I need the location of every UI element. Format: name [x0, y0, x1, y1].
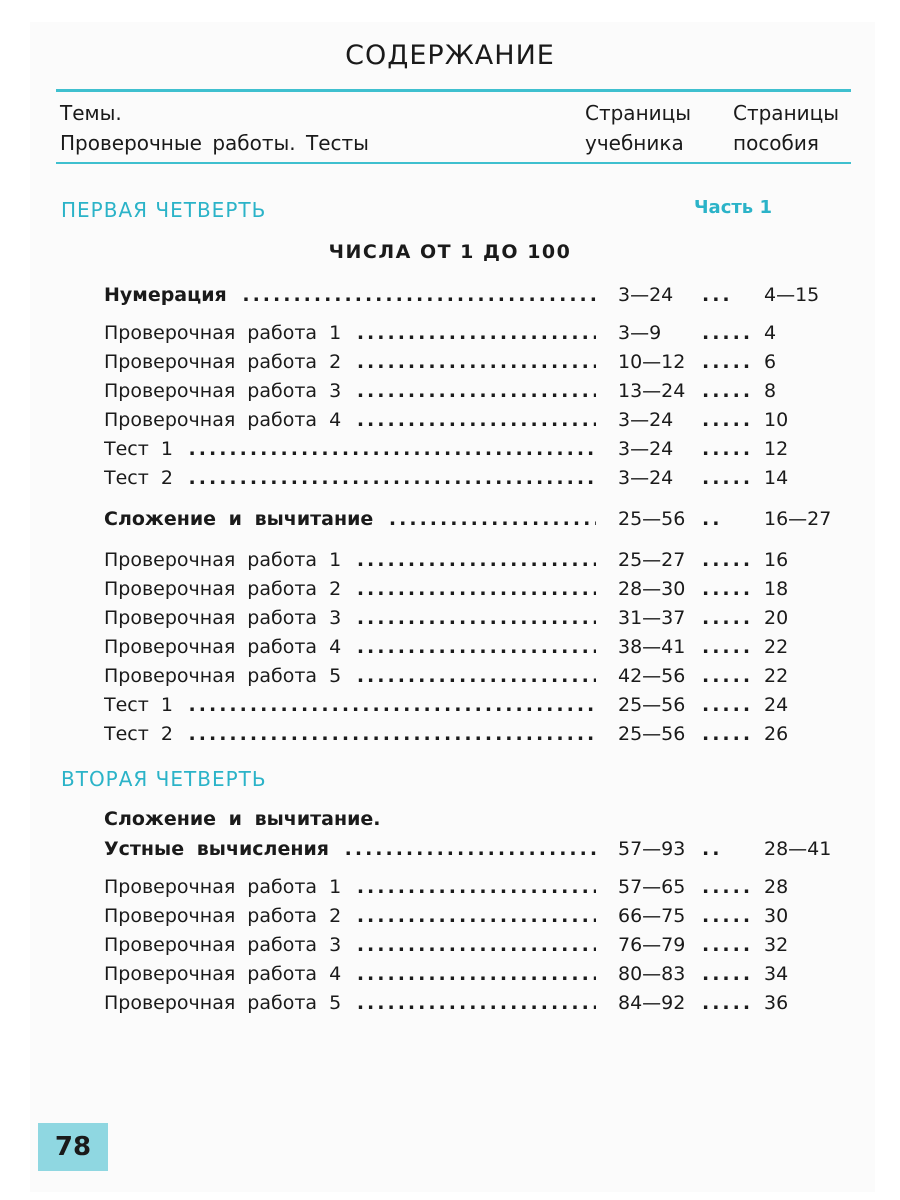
header-textbook-line1: Страницы — [585, 101, 692, 125]
leader-dots: ..... — [702, 438, 754, 460]
entry-label: Проверочная работа 1 ..... — [104, 549, 596, 571]
textbook-pages: 57—65 — [618, 876, 686, 898]
leader-dots: ..... — [702, 665, 754, 687]
leader-dots: .. — [702, 838, 723, 860]
textbook-pages: 25—27 — [618, 549, 686, 571]
textbook-pages: 38—41 — [618, 636, 686, 658]
workbook-pages: 36 — [764, 992, 789, 1014]
entry-label: Проверочная работа 5 ..... — [104, 665, 596, 687]
entry-label: Проверочная работа 3 ..... — [104, 380, 596, 402]
second-quarter-section-line1 — [104, 808, 834, 836]
workbook-pages: 6 — [764, 351, 777, 373]
textbook-pages: 80—83 — [618, 963, 686, 985]
leader-dots: ..... — [702, 578, 754, 600]
leader-dots: ..... — [702, 636, 754, 658]
section-line1-label: Сложение и вычитание. — [104, 808, 381, 830]
textbook-pages: 3—24 — [618, 284, 674, 306]
entry-label: Устные вычисления ..... — [104, 838, 596, 860]
leader-dots: ..... — [702, 409, 754, 431]
second-quarter-heading: ВТОРАЯ ЧЕТВЕРТЬ — [61, 767, 267, 791]
header-topics-line2: Проверочные работы. Тесты — [60, 131, 369, 155]
workbook-pages: 8 — [764, 380, 777, 402]
toc-row — [104, 694, 834, 722]
leader-dots: ..... — [702, 351, 754, 373]
leader-dots: .. — [702, 508, 723, 530]
workbook-pages: 24 — [764, 694, 789, 716]
workbook-pages: 18 — [764, 578, 789, 600]
textbook-pages: 76—79 — [618, 934, 686, 956]
leader-dots: ..... — [702, 963, 754, 985]
leader-dots: ..... — [702, 467, 754, 489]
page-number: 78 — [38, 1123, 108, 1171]
header-textbook-pages — [585, 98, 691, 158]
toc-row — [104, 438, 834, 466]
entry-label: Тест 2 ..... — [104, 723, 596, 745]
entry-label: Проверочная работа 2 ..... — [104, 578, 596, 600]
page-title: СОДЕРЖАНИЕ — [345, 40, 555, 71]
textbook-pages: 3—9 — [618, 322, 662, 344]
entry-label: Проверочная работа 3 ..... — [104, 934, 596, 956]
leader-dots: ..... — [702, 876, 754, 898]
textbook-pages: 3—24 — [618, 438, 674, 460]
leader-dots: ..... — [702, 723, 754, 745]
textbook-pages: 25—56 — [618, 694, 686, 716]
textbook-pages: 25—56 — [618, 508, 686, 530]
header-top-rule — [56, 89, 851, 92]
leader-dots: ..... — [702, 549, 754, 571]
workbook-pages: 30 — [764, 905, 789, 927]
toc-row — [104, 723, 834, 751]
textbook-pages: 66—75 — [618, 905, 686, 927]
toc-row — [104, 351, 834, 379]
textbook-pages: 10—12 — [618, 351, 686, 373]
toc-row — [104, 549, 834, 577]
workbook-pages: 14 — [764, 467, 789, 489]
section-title: ЧИСЛА ОТ 1 ДО 100 — [328, 241, 572, 263]
toc-row — [104, 934, 834, 962]
entry-label: Тест 2 ..... — [104, 467, 596, 489]
first-quarter-heading: ПЕРВАЯ ЧЕТВЕРТЬ — [61, 198, 267, 222]
entry-label: Проверочная работа 4 ..... — [104, 963, 596, 985]
leader-dots: ..... — [702, 607, 754, 629]
entry-label: Проверочная работа 4 ..... — [104, 409, 596, 431]
toc-row — [104, 578, 834, 606]
entry-label: Проверочная работа 1 ..... — [104, 322, 596, 344]
leader-dots: ..... — [702, 934, 754, 956]
header-topics-line1: Темы. — [60, 101, 122, 125]
textbook-pages: 3—24 — [618, 467, 674, 489]
leader-dots: ..... — [702, 992, 754, 1014]
leader-dots: ..... — [702, 380, 754, 402]
addsub-heading-row — [104, 508, 834, 536]
workbook-pages: 16 — [764, 549, 789, 571]
workbook-pages: 22 — [764, 665, 789, 687]
entry-label: Проверочная работа 4 ..... — [104, 636, 596, 658]
textbook-pages: 28—30 — [618, 578, 686, 600]
entry-label: Проверочная работа 2 ..... — [104, 905, 596, 927]
oral-calc-heading-row — [104, 838, 834, 866]
workbook-pages: 4 — [764, 322, 777, 344]
workbook-pages: 28 — [764, 876, 789, 898]
textbook-pages: 42—56 — [618, 665, 686, 687]
header-bottom-rule — [56, 162, 851, 164]
header-workbook-line2: пособия — [733, 131, 819, 155]
header-workbook-pages — [733, 98, 839, 158]
textbook-pages: 57—93 — [618, 838, 686, 860]
entry-label: Проверочная работа 2 ..... — [104, 351, 596, 373]
leader-dots: ... — [702, 284, 733, 306]
part-label: Часть 1 — [694, 197, 772, 218]
entry-label: Тест 1 ..... — [104, 694, 596, 716]
leader-dots: ..... — [702, 694, 754, 716]
toc-row — [104, 467, 834, 495]
workbook-pages: 12 — [764, 438, 789, 460]
toc-row — [104, 963, 834, 991]
workbook-pages: 10 — [764, 409, 789, 431]
toc-row — [104, 905, 834, 933]
entry-label: Проверочная работа 5 ..... — [104, 992, 596, 1014]
toc-row — [104, 607, 834, 635]
workbook-pages: 28—41 — [764, 838, 832, 860]
header-workbook-line1: Страницы — [733, 101, 840, 125]
leader-dots: ..... — [702, 322, 754, 344]
numbering-heading-row — [104, 284, 834, 312]
toc-row — [104, 876, 834, 904]
entry-label: Проверочная работа 3 ..... — [104, 607, 596, 629]
workbook-pages: 34 — [764, 963, 789, 985]
entry-label: Сложение и вычитание ..... — [104, 508, 596, 530]
leader-dots: ..... — [702, 905, 754, 927]
entry-label: Тест 1 ..... — [104, 438, 596, 460]
entry-label: Нумерация ..... — [104, 284, 596, 306]
workbook-pages: 4—15 — [764, 284, 820, 306]
workbook-pages: 26 — [764, 723, 789, 745]
toc-row — [104, 380, 834, 408]
toc-row — [104, 992, 834, 1020]
toc-row — [104, 322, 834, 350]
textbook-pages: 13—24 — [618, 380, 686, 402]
toc-row — [104, 665, 834, 693]
header-topics — [60, 98, 369, 158]
textbook-pages: 3—24 — [618, 409, 674, 431]
textbook-pages: 84—92 — [618, 992, 686, 1014]
toc-row — [104, 636, 834, 664]
textbook-pages: 25—56 — [618, 723, 686, 745]
toc-row — [104, 409, 834, 437]
entry-label: Проверочная работа 1 ..... — [104, 876, 596, 898]
workbook-pages: 16—27 — [764, 508, 832, 530]
workbook-pages: 22 — [764, 636, 789, 658]
header-textbook-line2: учебника — [585, 131, 684, 155]
textbook-pages: 31—37 — [618, 607, 686, 629]
workbook-pages: 20 — [764, 607, 789, 629]
workbook-pages: 32 — [764, 934, 789, 956]
